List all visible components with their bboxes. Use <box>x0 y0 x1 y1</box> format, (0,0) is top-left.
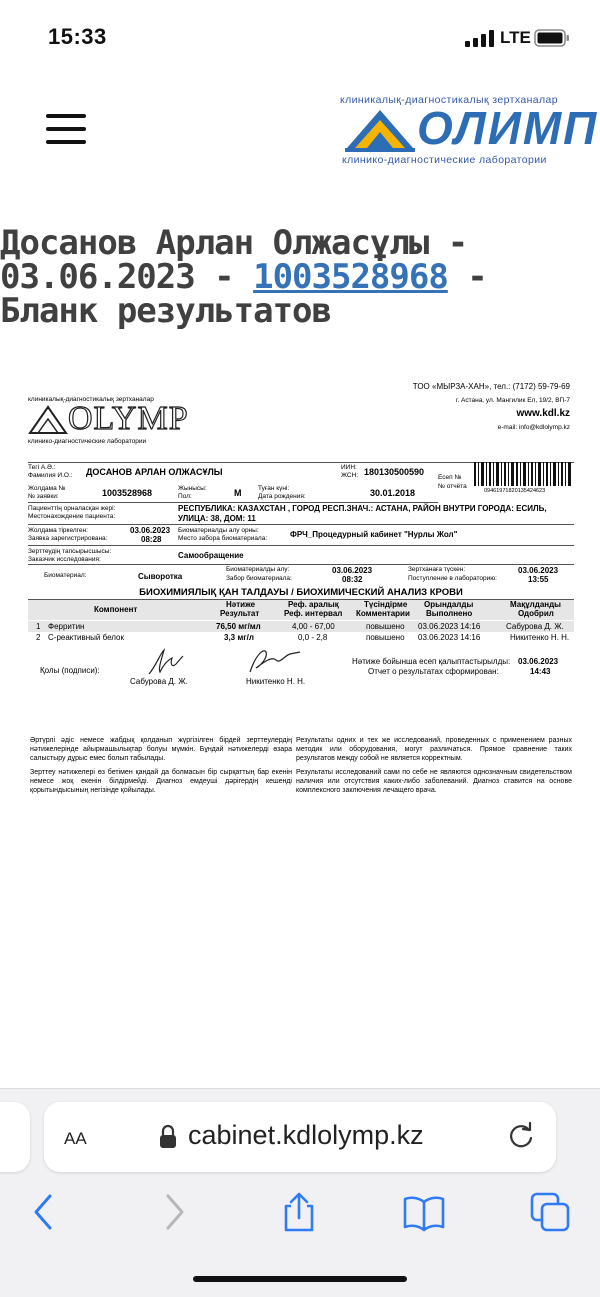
registered-date: 03.06.2023 <box>130 526 171 535</box>
signature-2-icon <box>246 646 302 678</box>
received-time: 13:55 <box>528 575 549 584</box>
order-number-link[interactable]: 1003528968 <box>253 257 448 297</box>
status-bar <box>0 0 600 80</box>
note-ru-1: Результаты одних и тех же исследований, проведенных с применением разных методик или оборудования, могут различаться. Прямое сравнение таких результатов между собой не является корректным. <box>296 737 572 762</box>
signature-1-icon <box>146 646 186 678</box>
order-number: 1003528968 <box>102 488 153 498</box>
url-text[interactable]: cabinet.kdlolymp.kz <box>188 1120 424 1150</box>
forward-icon[interactable] <box>152 1190 196 1234</box>
menu-icon[interactable] <box>46 114 86 146</box>
received-date: 03.06.2023 <box>518 566 559 575</box>
reader-options-button[interactable]: AA <box>64 1129 87 1148</box>
status-time: 15:33 <box>48 24 107 49</box>
table-row: 2 С-реактивный белок 3,3 мг/л 0,0 - 2,8 повышено 03.06.2023 14:16 Никитенко Н. Н. <box>36 633 570 642</box>
home-indicator <box>193 1276 407 1282</box>
barcode-number: 09461971820135424623 <box>484 488 546 494</box>
previous-tab-preview[interactable] <box>0 1102 30 1172</box>
reload-icon[interactable] <box>505 1120 537 1152</box>
note-kz-1: Әртүрлі әдіс немесе жабдық қолданып жүргізілген бірдей зерттеулердің нәтижелерінде айырмашылықтар болуы мүмкін. Бұндай нәтижелерді өзара салыстыру дұрыс емес болып табылады. <box>30 737 292 762</box>
signer-2: Никитенко Н. Н. <box>246 677 306 686</box>
customer: Самообращение <box>178 551 244 560</box>
results-table-header: Компонент Нәтиже Результат Реф. аралық Реф. интервал Түсіндірме Комментарии Орындалды Выполнено Мақұлданды Одобрил <box>28 600 574 620</box>
barcode-icon <box>474 462 572 486</box>
logo-bottom-text: клинико-диагностические лаборатории <box>342 154 547 166</box>
doc-address: г. Астана, ул. Мангилик Ел, 19/2, ВП-7 <box>455 397 570 404</box>
logo-top-text: клиникалық-диагностикалық зертханалар <box>340 94 559 106</box>
patient-birth-date: 30.01.2018 <box>370 488 416 498</box>
note-ru-2: Результаты исследований сами по себе не являются однозначным свидетельством наличия или отсутствия каких-либо заболеваний. Диагноз ставится на основе комплексного заключения лечащего врача. <box>296 769 572 794</box>
page-title: Досанов Арлан Олжасұлы - 03.06.2023 - 1003528968 - Бланк результатов <box>0 223 487 331</box>
olymp-logo[interactable] <box>345 102 599 156</box>
table-row: 1 Ферритин 76,50 мг/мл 4,00 - 67,00 повышено 03.06.2023 14:16 Сабурова Д. Ж. <box>28 621 574 632</box>
report-formed-date: 03.06.2023 <box>518 657 559 666</box>
doc-website: www.kdl.kz <box>516 408 570 419</box>
back-icon[interactable] <box>22 1190 66 1234</box>
doc-email: e-mail: info@kdlolymp.kz <box>497 424 570 431</box>
patient-iin: 180130500590 <box>364 467 425 477</box>
collection-place: ФРЧ_Процедурный кабинет "Нурлы Жол" <box>290 530 458 539</box>
doc-lab-bottom: клинико-диагностические лаборатории <box>28 438 147 445</box>
report-formed-time: 14:43 <box>530 667 551 676</box>
battery-icon <box>534 29 570 47</box>
biomaterial: Сыворотка <box>138 572 183 581</box>
doc-lab-logo-icon <box>28 403 68 435</box>
doc-lab-top: клиникалық-диагностикалық зертханалар <box>28 396 154 403</box>
signer-1: Сабурова Д. Ж. <box>130 677 188 686</box>
analysis-title: БИОХИМИЯЛЫҚ ҚАН ТАЛДАУЫ / БИОХИМИЧЕСКИЙ АНАЛИЗ КРОВИ <box>139 587 463 598</box>
tabs-icon[interactable] <box>528 1190 572 1234</box>
doc-company: ТОО «МЫРЗА-ХАН», тел.: (7172) 59-79-69 <box>412 382 570 391</box>
patient-name: ДОСАНОВ АРЛАН ОЛЖАСҰЛЫ <box>86 467 223 477</box>
doc-lab-logo: OLYMP <box>68 400 189 437</box>
patient-location: РЕСПУБЛИКА: КАЗАХСТАН , ГОРОД РЕСП.ЗНАЧ.: АСТАНА, РАЙОН ВНУТРИ ГОРОДА: ЕСИЛЬ, УЛИЦА: 38, ДОМ: 11 <box>178 504 547 523</box>
logo-name: ОЛИМП <box>417 102 599 154</box>
share-icon[interactable] <box>277 1190 321 1234</box>
mountain-logo-icon <box>345 104 415 156</box>
note-kz-2: Зерттеу нәтижелері өз бетімен қандай да болмасын бір сырқаттың бар екенін немесе жоқ екенін білдірмейді. Диагноз емдеуші дәрігердің кешенді қорытындысының негізінде қойылады. <box>30 769 292 794</box>
signature-label: Қолы (подписи): <box>40 666 100 675</box>
lock-icon <box>158 1124 178 1150</box>
network-type: LTE <box>500 28 531 47</box>
cellular-signal-icon <box>465 30 495 47</box>
bookmarks-icon[interactable] <box>402 1190 446 1234</box>
patient-sex: М <box>234 488 242 498</box>
result-document: клиникалық-диагностикалық зертханалар OLYMP клинико-диагностические лаборатории ТОО «МЫРЗА-ХАН», тел.: (7172) 59-79-69 г. Астана, ул. Мангилик Ел, 19/2, ВП-7 www.kdl.kz e-mail: info@kdlolymp.kz Тегі А.Ә.: Фамилия И.О.: ДОСАНОВ АРЛАН ОЛЖАСҰЛЫ ИИН: ЖСН: 180130500590 Есеп № № отчёта 09461971820135424623 Жолдама № № заявки: 1003528968 Жынысы: Пол: М Туған күні: Дата рождения: 30.01.2018 Пациенттің орналасқан жері: Местонахождение пациента: РЕСПУБЛИКА: КАЗАХСТАН , ГОРОД РЕСП.ЗНАЧ.: АСТАНА, РАЙОН ВНУТРИ ГОРОДА: ЕСИЛЬ, УЛИЦА: 38, ДОМ: 11 Жолдама тіркелген: Заявка зарегистрирована: 03.06.2023 08:28 Биоматериалды алу орны: Место забора биоматериала: ФРЧ_Процедурный кабинет "Нурлы Жол" Зерттеудің тапсырысшысы: Заказчик исследования: Самообращение Биоматериал: Сыворотка Биоматериалды алу: Забор биоматериала: 03.06.2023 08:32 Зертханаға түскен: Поступление в лабораторию: 03.06.2023 13:55 БИОХИМИЯЛЫҚ ҚАН ТАЛДАУЫ / БИОХИМИЧЕСКИЙ АНАЛИЗ КРОВИ Компонент Нәтиже Результат Реф. аралық Реф. интервал Түсіндірме Комментарии Орындалды Выполнено Мақұлданды Одобрил 1 Ферритин 76,50 мг/мл 4,00 - 67,00 повышено 03.06.2023 14:16 Сабурова Д. Ж. 2 С-реактивный белок 3,3 мг/л 0,0 - 2,8 повышено 03.06.2023 14:16 Никитенко Н. Н. Қолы (подписи): Сабурова Д. Ж. Никитенко Н. Н. Нәтиже бойынша есеп қалыптастырылды: Отчет о результатах сформирован: 03.06.2023 14:43 Әртүрлі әдіс немесе жабдық қолданып жүргізілген бірдей зерттеулердің нәтижелерінде айырмашылықтар болуы мүмкін. Бұндай нәтижелерді өзара салыстыру дұрыс емес болып табылады. Результаты одних и тех же исследований, проведенных с применением разных методик или оборудования, могут различаться. Прямое сравнение таких результатов между собой не является корректным. Зерттеу нәтижелері өз бетімен қандай да болмасын бір сырқаттың бар екенін немесе жоқ екенін білдірмейді. Диагноз емдеуші дәрігердің кешенді қорытындысының негізінде қойылады. Результаты исследований сами по себе не являются однозначным свидетельством наличия или отсутствия каких-либо заболеваний. Диагноз ставится на основе комплексного заключения лечащего врача. <box>28 382 572 794</box>
registered-time: 08:28 <box>141 535 162 544</box>
collect-time: 08:32 <box>342 575 363 584</box>
collect-date: 03.06.2023 <box>332 566 373 575</box>
